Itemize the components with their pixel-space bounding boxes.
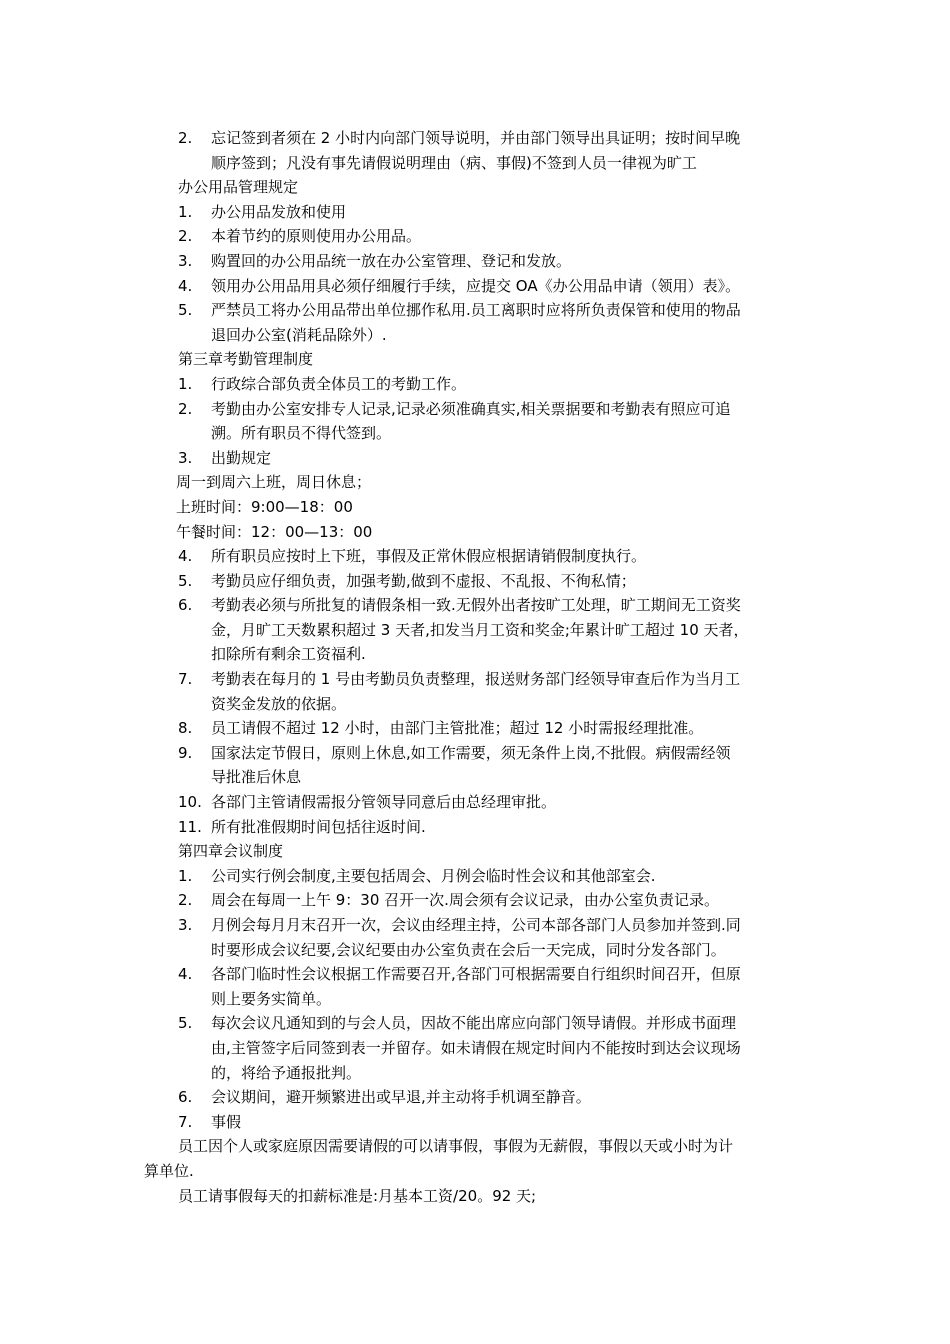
text-line: 考勤表在每月的 1 号由考勤员负责整理，报送财务部门经领导审查后作为当月工 [211,670,741,689]
list-item-number: 7. [178,1112,193,1131]
text-line: 考勤由办公室安排专人记录,记录必须准确真实,相关票据要和考勤表有照应可追 [211,399,731,418]
list-item-text [211,569,810,594]
text-line: 金，月旷工天数累积超过 3 天者,扣发当月工资和奖金;年累计旷工超过 10 天者， [211,620,749,639]
text-line: 各部门主管请假需报分管领导同意后由总经理审批。 [211,793,557,812]
text-line: 行政综合部负责全体员工的考勤工作。 [211,374,467,393]
list-item-number: 6. [178,596,193,615]
list-item-number: 5. [178,1014,193,1033]
list-item-text [211,741,810,790]
list-item-number: 5. [178,571,193,590]
list-item [144,397,810,446]
text-line: 公司实行例会制度,主要包括周会、月例会临时性会议和其他部室会. [211,866,656,885]
list-item [144,667,810,716]
text-line: 所有职员应按时上下班，事假及正常休假应根据请销假制度执行。 [211,547,647,566]
list-item [144,593,810,667]
text-line: 所有批准假期时间包括往返时间. [211,817,426,836]
text-line: 严禁员工将办公用品带出单位挪作私用.员工离职时应将所负责保管和使用的物品 [211,301,741,320]
text-line: 每次会议凡通知到的与会人员，因故不能出席应向部门领导请假。并形成书面理 [211,1014,737,1033]
list-item-number: 6. [178,1088,193,1107]
list-item [144,446,810,471]
text-line: 考勤表必须与所批复的请假条相一致.无假外出者按旷工处理，旷工期间无工资奖 [211,596,741,615]
text-line: 周会在每周一上午 9：30 召开一次.周会须有会议记录，由办公室负责记录。 [211,891,719,910]
list-item-number: 4. [178,965,193,984]
list-item [144,569,810,594]
section-heading: 第三章考勤管理制度 [178,350,314,369]
list-item-text [211,397,810,446]
text-line: 各部门临时性会议根据工作需要召开,各部门可根据需要自行组织时间召开，但原 [211,965,741,984]
text-line: 员工因个人或家庭原因需要请假的可以请事假，事假为无薪假，事假以天或小时为计 [178,1137,734,1156]
list-item-text [211,298,810,347]
list-item-text [211,716,810,741]
list-item-text [211,126,810,175]
list-item-text [211,593,810,667]
list-item-number: 10. [178,793,202,812]
text-line: 国家法定节假日，原则上休息,如工作需要，须无条件上岗,不批假。病假需经领 [211,743,731,762]
text-line: 则上要务实简单。 [211,989,332,1008]
text-line: 算单位. [144,1161,194,1180]
list-item-text [211,864,810,889]
text-line: 由,主管签字后同签到表一并留存。如未请假在规定时间内不能按时到达会议现场 [211,1038,741,1057]
text-line: 顺序签到；凡没有事先请假说明理由（病、事假)不签到人员一律视为旷工 [211,153,697,172]
list-item-text [211,1011,810,1085]
list-item-number: 2. [178,227,193,246]
list-item-text [211,249,810,274]
list-item-number: 1. [178,866,193,885]
text-line: 退回办公室(消耗品除外）. [211,325,387,344]
list-item [144,1085,810,1110]
list-item-number: 11. [178,817,202,836]
text-line: 资奖金发放的依据。 [211,694,347,713]
list-item [144,716,810,741]
text-line: 员工请事假每天的扣薪标准是:月基本工资/20。92 天; [178,1186,537,1205]
list-item [144,913,810,962]
text-line: 领用办公用品用具必须仔细履行手续，应提交 OA《办公用品申请（领用）表》。 [211,276,741,295]
list-item [144,790,810,815]
list-item [144,815,810,840]
text-line: 员工请假不超过 12 小时，由部门主管批准；超过 12 小时需报经理批准。 [211,719,704,738]
paragraph [144,1184,810,1209]
list-item-text [211,372,810,397]
text-line: 扣除所有剩余工资福利. [211,645,366,664]
list-item-number: 9. [178,743,193,762]
text-line: 周一到周六上班，周日休息； [176,473,372,492]
document-body [144,126,810,1208]
list-item-number: 8. [178,719,193,738]
text-line: 会议期间，避开频繁进出或早退,并主动将手机调至静音。 [211,1088,591,1107]
list-item-text [211,274,810,299]
list-item-number: 3. [178,251,193,270]
list-item-number: 3. [178,916,193,934]
list-item-text [211,888,810,913]
list-item-number: 2. [178,129,193,147]
list-item-number: 1. [178,374,193,393]
list-item-text [211,200,810,225]
list-item [144,888,810,913]
list-item [144,224,810,249]
list-item-text [211,913,810,962]
list-item-number: 4. [178,276,193,295]
list-item-text [211,667,810,716]
text-line: 午餐时间：12：00—13：00 [176,522,373,541]
text-line: 出勤规定 [211,448,272,467]
list-item-number: 2. [178,891,193,910]
list-item [144,200,810,225]
text-line: 忘记签到者须在 2 小时内向部门领导说明，并由部门领导出具证明；按时间早晚 [211,129,741,147]
text-line: 的，将给予通报批判。 [211,1063,362,1082]
list-item [144,372,810,397]
list-item-text [211,446,810,471]
list-item-number: 2. [178,399,193,418]
text-line: 时要形成会议纪要,会议纪要由办公室负责在会后一天完成，同时分发各部门。 [211,940,726,959]
text-line: 溯。所有职员不得代签到。 [211,424,392,443]
text-line: 月例会每月月末召开一次，会议由经理主持，公司本部各部门人员参加并签到.同 [211,916,741,934]
list-item-number: 3. [178,448,193,467]
text-line: 考勤员应仔细负责，加强考勤,做到不虚报、不乱报、不徇私情； [211,571,636,590]
list-item [144,741,810,790]
list-item-text [211,790,810,815]
list-item [144,864,810,889]
list-item [144,126,810,175]
list-item-number: 4. [178,547,193,566]
list-item-text [211,544,810,569]
list-item [144,274,810,299]
text-line: 事假 [211,1112,242,1131]
list-item [144,544,810,569]
list-item [144,1110,810,1135]
list-item-number: 1. [178,202,193,221]
list-item [144,298,810,347]
list-item [144,249,810,274]
section-heading: 办公用品管理规定 [178,178,299,197]
list-item-text [211,1085,810,1110]
text-line: 购置回的办公用品统一放在办公室管理、登记和发放。 [211,251,572,270]
list-item [144,1011,810,1085]
text-line: 导批准后休息 [211,768,302,787]
text-line: 本着节约的原则使用办公用品。 [211,227,422,246]
list-item-text [211,224,810,249]
text-line: 上班时间：9:00—18：00 [176,497,353,516]
section-heading: 第四章会议制度 [178,842,284,861]
list-item-text [211,962,810,1011]
paragraph [144,1134,810,1183]
list-item-text [211,1110,810,1135]
list-item-text [211,815,810,840]
list-item [144,962,810,1011]
text-line: 办公用品发放和使用 [211,202,347,221]
list-item-number: 5. [178,301,193,320]
list-item-number: 7. [178,670,193,689]
